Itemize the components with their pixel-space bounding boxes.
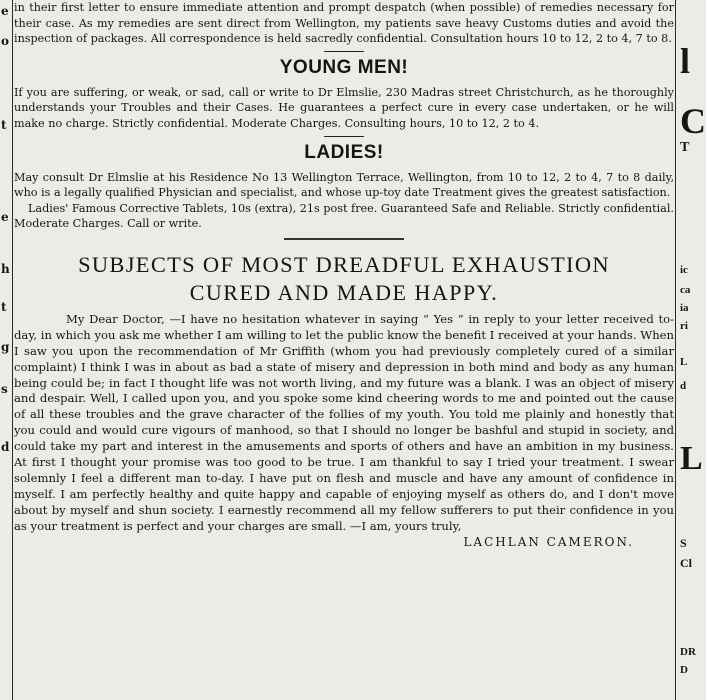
right-margin-fragment: L <box>680 440 703 477</box>
left-column-rule <box>12 0 13 700</box>
right-margin-fragment: d <box>680 380 687 392</box>
right-margin-fragment: D <box>680 664 688 676</box>
section-divider <box>284 238 404 240</box>
ladies-heading: LADIES! <box>304 141 384 163</box>
young-men-paragraph: If you are suffering, or weak, or sad, call or write to Dr Elmslie, 230 Madras street Christchurch, as he thoroughly understands your Troubles and their Cases. He guarantees a perfect cure in every case undertaken, or he will make no charge. Strictly confidential. Moderate Charges. Consulting hours, 10 to 12, 2 to 4. <box>14 85 674 130</box>
article-body: My Dear Doctor, —I have no hesitation whatever in saying “ Yes ” in reply to your letter received to-day, in which you ask me whether I am willing to let the public know the benefit I received at your hands. When I saw you upon the recommendation of Mr Griffith (whom you had previously completely cured of a similar complaint) I think I was in about as bad a state of misery and depression in both mind and body as any human being could be; in fact I thought life was not worth living, and my future was a blank. I was an object of misery and despair. Well, I called upon you, and you spoke some kind cheering words to me and pointed out the cause of all these troubles and the grave character of the follies of my youth. You told me plainly and honestly that you could and would cure vigours of manhood, so that I should no longer be bashful and stupid in society, and could take my part and interest in the amusements and sports of others and have an ambition in my business. At first I thought your promise was too good to be true. I am thankful to say I tried your treatment. I swear solemnly I feel a different man to-day. I have put on flesh and muscle and have any amount of confidence in myself. I am perfectly healthy and quite happy and capable of enjoying myself as others do, and I don't move about by myself and shun society. I earnestly recommend all my fellow sufferers to put their confidence in you as your treatment is perfect and your charges are small. —I am, yours truly, <box>14 311 674 533</box>
young-men-advert <box>14 57 674 132</box>
section-rule <box>324 51 364 52</box>
left-margin-fragment: o <box>1 34 10 48</box>
right-margin-fragment: S <box>680 536 687 550</box>
left-margin-fragment: g <box>1 340 10 354</box>
testimonial-article <box>14 252 674 549</box>
right-margin-fragment: ri <box>680 320 688 332</box>
left-margin-fragment: e <box>1 4 9 18</box>
left-margin-fragment: t <box>1 300 7 314</box>
right-margin-column <box>676 0 706 700</box>
left-margin-fragment: h <box>1 262 10 276</box>
article-signature: LACHLAN CAMERON. <box>463 534 634 549</box>
right-margin-fragment: l <box>680 41 691 81</box>
article-subheadline: CURED AND MADE HAPPY. <box>189 279 499 305</box>
left-margin-column <box>0 0 12 700</box>
right-margin-fragment: Cl <box>680 556 692 570</box>
ladies-paragraph: May consult Dr Elmslie at his Residence No 13 Wellington Terrace, Wellington, from 10 to 12, 2 to 4, 7 to 8 daily, who is a legally qualified Physician and specialist, and whose up-toy date Treatment gives the greatest satisfaction. <box>14 170 674 200</box>
article-headline: SUBJECTS OF MOST DREADFUL EXHAUSTION <box>78 251 610 277</box>
right-margin-fragment: L <box>680 356 688 368</box>
ladies-advert <box>14 142 674 232</box>
left-margin-fragment: t <box>1 118 7 132</box>
intro-advert <box>14 0 674 47</box>
young-men-heading: YOUNG MEN! <box>279 56 409 78</box>
right-margin-fragment: ic <box>680 264 688 276</box>
right-margin-fragment: DR <box>680 646 696 658</box>
ladies-tablets-paragraph: Ladies' Famous Corrective Tablets, 10s (extra), 21s post free. Guaranteed Safe and Reliable. Strictly confidential. Moderate Charges. Call or write. <box>14 201 674 231</box>
intro-paragraph: in their first letter to ensure immediate attention and prompt despatch (when possible) of remedies necessary for their case. As my remedies are sent direct from Wellington, my patients save heavy Customs duties and avoid the inspection of packages. All correspondence is held sacredly confidential. Consultation hours 10 to 12, 2 to 4, 7 to 8. <box>14 1 674 46</box>
right-margin-fragment: ca <box>680 284 691 296</box>
main-column <box>14 0 674 700</box>
right-margin-fragment: T <box>680 140 690 155</box>
right-margin-fragment: ia <box>680 302 689 314</box>
section-rule <box>324 136 364 137</box>
left-margin-fragment: s <box>1 382 8 396</box>
left-margin-fragment: d <box>1 440 10 454</box>
right-margin-fragment: C <box>680 101 706 141</box>
left-margin-fragment: e <box>1 210 9 224</box>
